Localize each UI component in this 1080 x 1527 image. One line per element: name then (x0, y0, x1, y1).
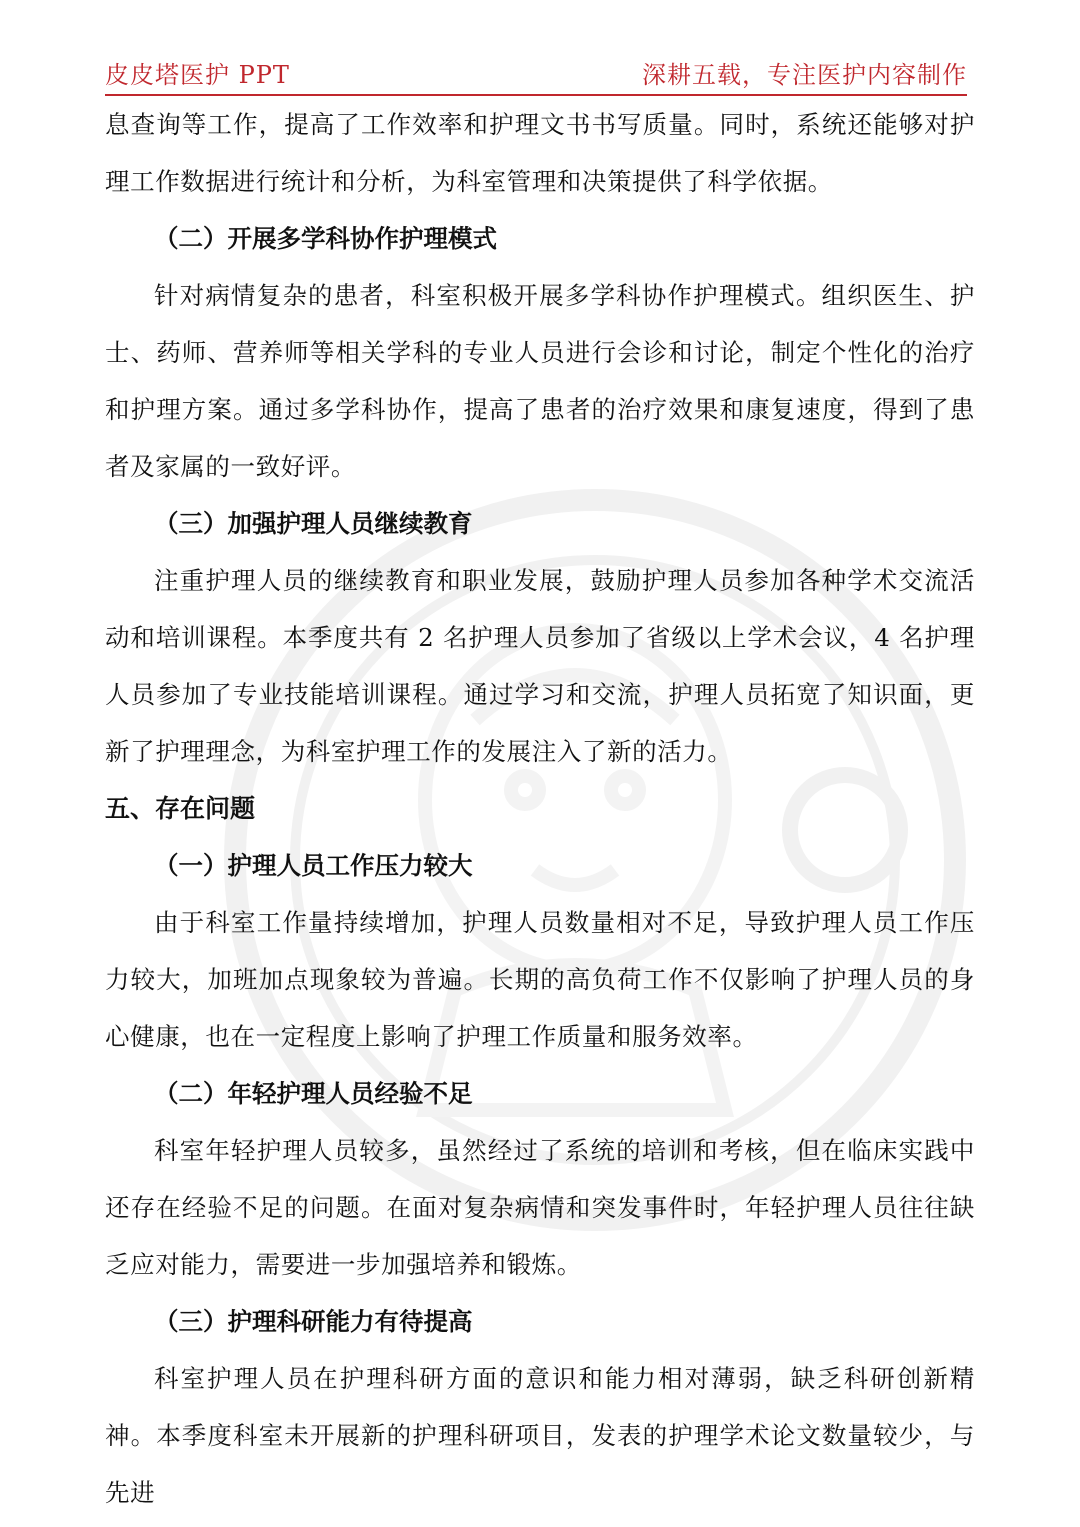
paragraph: 息查询等工作，提高了工作效率和护理文书书写质量。同时，系统还能够对护理工作数据进行统计和分析，为科室管理和决策提供了科学依据。 (105, 110, 975, 196)
header-brand: 皮皮塔医护 PPT (105, 61, 290, 89)
header-slogan: 深耕五载，专注医护内容制作 (642, 61, 967, 89)
section-heading: 五、存在问题 (105, 794, 256, 823)
subsection-heading: （三）护理科研能力有待提高 (154, 1307, 473, 1336)
paragraph: 由于科室工作量持续增加，护理人员数量相对不足，导致护理人员工作压力较大，加班加点现象较为普遍。长期的高负荷工作不仅影响了护理人员的身心健康，也在一定程度上影响了护理工作质量和服务效率。 (105, 908, 975, 1051)
subsection-heading: （一）护理人员工作压力较大 (154, 851, 473, 880)
paragraph: 针对病情复杂的患者，科室积极开展多学科协作护理模式。组织医生、护士、药师、营养师等相关学科的专业人员进行会诊和讨论，制定个性化的治疗和护理方案。通过多学科协作，提高了患者的治疗效果和康复速度，得到了患者及家属的一致好评。 (105, 281, 975, 481)
subsection-heading: （二）开展多学科协作护理模式 (154, 224, 497, 253)
subsection-heading: （二）年轻护理人员经验不足 (154, 1079, 473, 1108)
page-header (105, 58, 967, 96)
paragraph: 科室年轻护理人员较多，虽然经过了系统的培训和考核，但在临床实践中还存在经验不足的问题。在面对复杂病情和突发事件时，年轻护理人员往往缺乏应对能力，需要进一步加强培养和锻炼。 (105, 1136, 975, 1279)
subsection-heading: （三）加强护理人员继续教育 (154, 509, 473, 538)
document-body (105, 96, 975, 1521)
paragraph: 注重护理人员的继续教育和职业发展，鼓励护理人员参加各种学术交流活动和培训课程。本季度共有 2 名护理人员参加了省级以上学术会议，4 名护理人员参加了专业技能培训课程。通过学习和交流，护理人员拓宽了知识面，更新了护理理念，为科室护理工作的发展注入了新的活力。 (105, 566, 975, 766)
paragraph: 科室护理人员在护理科研方面的意识和能力相对薄弱，缺乏科研创新精神。本季度科室未开展新的护理科研项目，发表的护理学术论文数量较少，与先进 (105, 1364, 975, 1507)
